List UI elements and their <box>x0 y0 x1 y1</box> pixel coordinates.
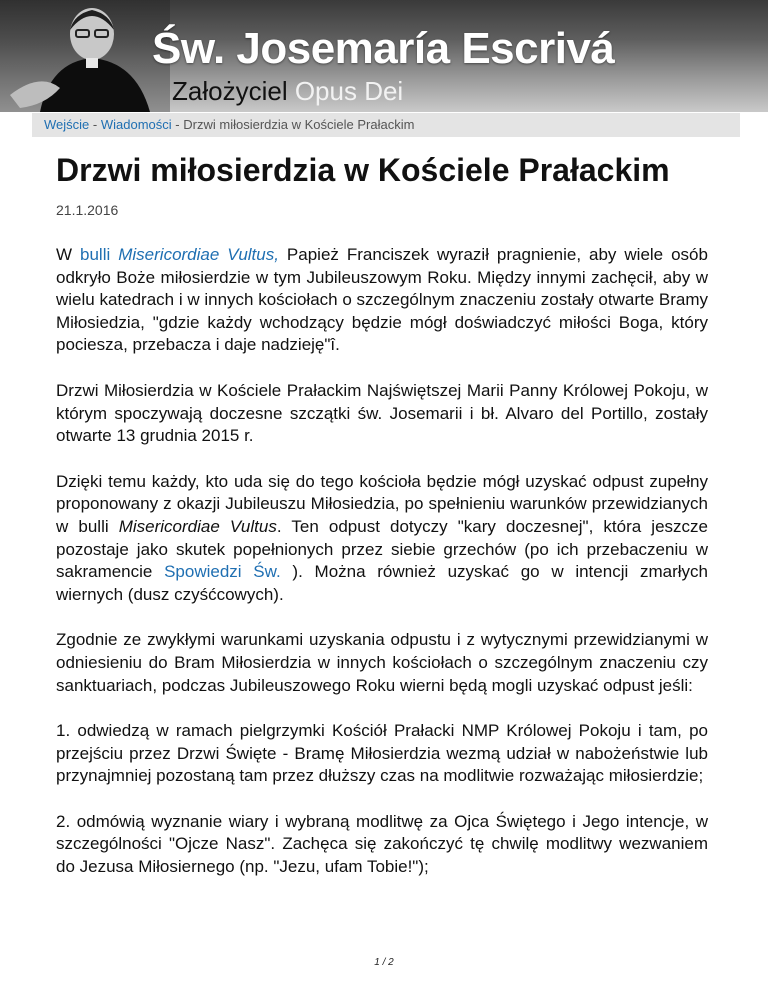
confession-link[interactable]: Spowiedzi Św. <box>164 562 281 582</box>
saint-portrait-image <box>0 0 170 112</box>
article-body <box>56 244 708 902</box>
text-span: W <box>56 245 81 264</box>
site-header-banner <box>0 0 768 112</box>
article-paragraph <box>56 244 708 357</box>
article-date: 21.1.2016 <box>56 202 119 218</box>
article-paragraph: Drzwi Miłosierdzia w Kościele Prałackim Najświętszej Marii Panny Królowej Pokoju, w którym spoczywają doczesne szczątki św. Josemarii i bł. Alvaro del Portillo, zostały otwarte 13 grudnia 2015 r. <box>56 380 708 446</box>
article-paragraph: 2. odmówią wyznanie wiary i wybraną modlitwę za Ojca Świętego i Jego intencje, w szczególności "Ojcze Nasz". Zachęca się zakończyć tę chwilę modlitwy wezwaniem do Jezusa Miłosiernego (np. "Jezu, ufam Tobie!"); <box>56 811 708 877</box>
page-number: 1 / 2 <box>374 957 394 968</box>
breadcrumb-home-link[interactable]: Wejście <box>44 117 90 132</box>
article-paragraph <box>56 471 708 607</box>
article-paragraph: Zgodnie ze zwykłymi warunkami uzyskania odpustu i z wytycznymi przewidzianymi w odniesieniu do Bram Miłosierdzia w innych kościołach o szczególnym znaczeniu czy sanktuariach, podczas Jubileuszowego Roku wierni będą mogli uzyskać odpust jeśli: <box>56 630 708 695</box>
breadcrumb <box>32 113 740 137</box>
breadcrumb-news-link[interactable]: Wiadomości <box>100 117 172 132</box>
text-span: Dzięki temu każdy, kto uda się do tego kościoła będzie mógł uzyskać odpust zupełny proponowany z okazji Jubileuszu Miłosiedzia, po spełnieniu warunków przewidzianych w bulli <box>56 471 708 536</box>
site-subtitle-dark: Założyciel <box>172 76 288 106</box>
link-italic-text: Misericordiae Vultus, <box>118 245 279 264</box>
text-span: . Ten odpust dotyczy "kary doczesnej", która jeszcze pozostaje jako skutek popełnionych przez siebie grzechów (po ich przebaczeniu w sakramencie <box>56 516 708 582</box>
article-paragraph: 1. odwiedzą w ramach pielgrzymki Kościół Prałacki NMP Królowej Pokoju i tam, po przejściu przez Drzwi Święte - Bramę Miłosierdzia wezmą udział w nabożeństwie lub przynajmniej pozostaną tam przez dłuższy czas na modlitwie rozważając miłosierdzie; <box>56 721 708 786</box>
breadcrumb-separator: - <box>175 117 180 132</box>
breadcrumb-current: Drzwi miłosierdzia w Kościele Prałackim <box>183 117 415 132</box>
bull-link[interactable] <box>80 245 279 264</box>
article-title: Drzwi miłosierdzia w Kościele Prałackim <box>56 152 670 188</box>
site-subtitle <box>172 76 403 107</box>
site-subtitle-light: Opus Dei <box>294 76 404 106</box>
breadcrumb-separator: - <box>92 117 98 132</box>
site-title[interactable]: Św. Josemaría Escrivá <box>152 24 615 73</box>
link-text: bulli <box>80 245 111 264</box>
text-span: Papież Franciszek wyraził pragnienie, aby wiele osób odkryło Boże miłosierdzie w tym Jubileuszowym Roku. Między innymi zachęcił, aby w wielu katedrach i w innych kościołach o szczególnym znaczeniu zostały otwarte Bramy Miłosiedzia, "gdzie każdy wchodzący będzie mógł doświadczyć miłości Boga, który pociesza, przebacza i daje nadzieję"î. <box>56 245 708 355</box>
italic-text: Misericordiae Vultus <box>118 516 277 536</box>
text-span: ). Można również uzyskać go w intencji zmarłych wiernych (dusz czyśćcowych). <box>56 562 708 604</box>
